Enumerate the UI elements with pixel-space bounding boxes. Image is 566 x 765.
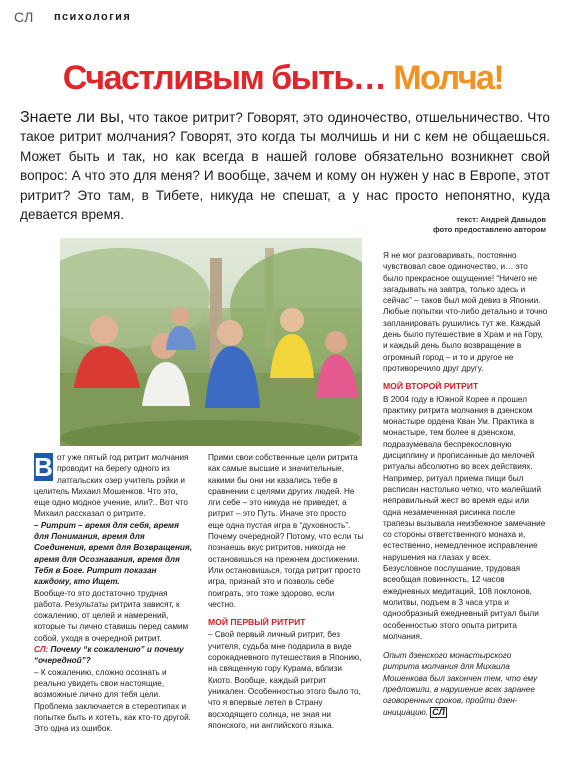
photo-illustration: [60, 238, 362, 446]
paragraph: В 2004 году в Южной Корее я прошел практику ритрита молчания в дзенском монастыре ордена Кван Ум. Практика в монастыре, тем более в дзенском, подразумевала беспрекословную дисциплину и прописанные до мелочей ритуалы абсолютно во всех действиях. Например, ритуал приема пищи был расписан настолько четко, что малейший неправильный жест во время еды или одна незамеченная рисинка после трапезы вызывала неизбежное замечание со стороны ответственного монаха и, естественно, немедленное исправление нарушения на глазах у всех.: [383, 394, 546, 562]
article-column-2: [208, 452, 364, 731]
text-credit: текст: Андрей Давыдов: [456, 215, 546, 224]
end-mark: СЛ: [432, 706, 445, 717]
paragraph-emphasis: – Ритрит – время для себя, время для Понимания, время для Соединения, время для Возвращения, время для Осознавания, время для Тебя в Боге. Ритрит показан каждому, кто Ищет.: [34, 520, 192, 587]
drop-cap: В: [34, 452, 53, 482]
lead-first-words: Знаете ли вы,: [20, 109, 125, 126]
closing-paragraph: [383, 650, 548, 718]
interview-question: [34, 644, 194, 667]
lead-paragraph: [20, 108, 550, 224]
paragraph-text: от уже пятый год ритрит молчания проводит на берегу одного из латгальских озер учитель рэйки и целитель Михаил Мошенков. Что это, еще одно модное учение, или?.. Вот что Михаил рассказал о ритрите.: [34, 453, 189, 519]
page-header: [14, 8, 559, 30]
paragraph: Прими свои собственные цели ритрита как самые высшие и значительные, какими бы они ни казались тебе в сравнении с целями других людей. Не лги себе – это никуда не приведет, а ритрит – это Путь. Иначе это просто еще одна пустая игра в “духовность”.: [208, 453, 358, 530]
paragraph: Почему очередной? Потому, что если ты познаешь вкус ритритов, никогда не остановишься на прежнем достижении. Или остановишься, тогда ритрит просто игра, признай это и позволь себе поиграть, это тоже здорово, если честно.: [208, 532, 364, 609]
article-photo: [60, 238, 362, 446]
article-credits: [433, 215, 546, 235]
section-name: психология: [54, 11, 132, 23]
question-text: Почему “к сожалению” и почему “очередной”?: [34, 645, 184, 666]
magazine-brand: СЛ: [14, 9, 34, 25]
subheading-first-retreat: МОЙ ПЕРВЫЙ РИТРИТ: [208, 617, 306, 628]
paragraph: [34, 452, 194, 520]
headline-part1: Счастливым быть…: [62, 59, 386, 97]
closing-text: Опыт дзенского монастырского ритрита молчания для Михаила Мошенкова был закончен тем, что ему предложили, в нарушение всех заранее оговоренных сроков, пройти дзен-инициацию.: [383, 651, 538, 717]
paragraph: Вообще-то это достаточно трудная работа. Результаты ритрита зависят, к сожалению, от целей и намерений, которые ты лично ставишь перед самим собой, уходя в очередной ритрит.: [34, 588, 189, 643]
paragraph: Безусловное послушание, трудовая всеобщая повинность, 12 часов ежедневных медитаций, 108 поклонов, молитвы, подъем в 3 часа утра и однообразный ежедневный ритуал были особенностью этого опыта ритрита молчания.: [383, 564, 539, 641]
question-label: СЛ:: [34, 645, 49, 655]
article-column-1: [34, 452, 194, 734]
paragraph: Я не мог разговаривать, постоянно чувствовал свое одиночество, и… это было прекрасное ощущение! “Ничего не загадывать на завтра, только здесь и сейчас” – таков был мой девиз в Японии. Любые попытки что-либо детально и точно запланировать рушились тут же. Каждый день было путешествие в Храм и на Гору, и каждый день было возвращение в огромный город – и то и другое не противоречило друг другу.: [383, 251, 548, 373]
lead-text: что такое ритрит? Говорят, это одиночество, отшельничество. Что такое ритрит молчания? Говорят, это когда ты молчишь и ни с кем не общаешься. Может быть и так, но как всегда в нашей голове обязательно возникнет свой вопрос: А что это для меня? И вообще, зачем и кому он нужен у нас в Европе, этот ритрит? Это там, в Тибете, никуда не спешат, а у нас просто непонятно, куда девается время.: [20, 110, 550, 223]
article-column-3: [383, 250, 548, 718]
paragraph: – К сожалению, сложно осознать и реально увидеть свои настоящие, возможные лично для тебя цели. Проблема заключается в стереотипах и попытке быть и хотеть, как кто-то другой. Это одна из ошибок.: [34, 667, 191, 734]
subheading-second-retreat: МОЙ ВТОРОЙ РИТРИТ: [383, 381, 479, 392]
headline-part2: Молча!: [393, 59, 504, 97]
article-headline: [0, 58, 566, 98]
paragraph: – Свой первый личный ритрит, без учителя, судьба мне подарила в виде сорокадневного путешествия в Японию, на священную гору Курама, вблизи Киото. Вообще, каждый ритрит уникален. Особенностью этого было то, что я впервые летел в Страну восходящего солнца, не зная ни японского, ни английского языка.: [208, 630, 362, 730]
photo-credit: фото предоставлено автором: [432, 225, 546, 234]
